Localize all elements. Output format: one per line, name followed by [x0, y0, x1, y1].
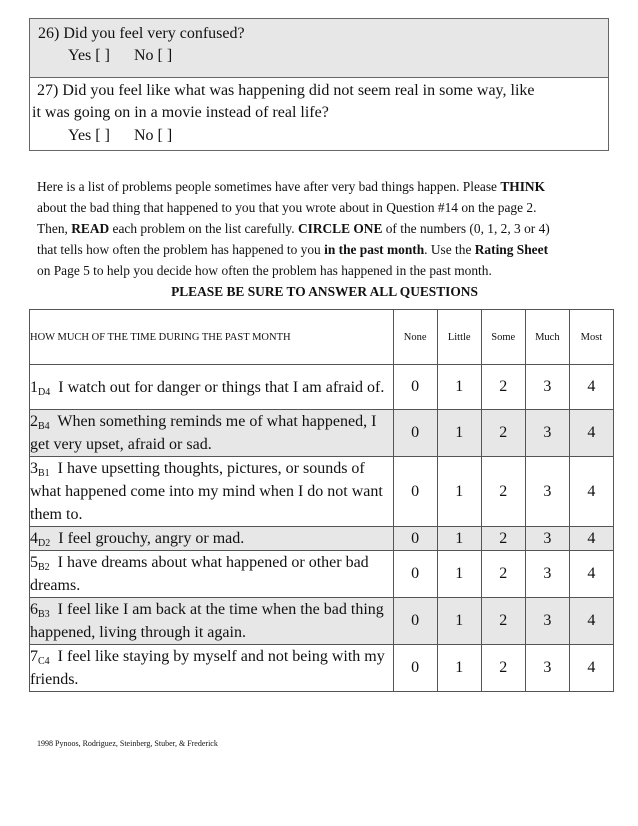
question-26-yes[interactable]: Yes [ ]	[68, 47, 110, 64]
instructions-line-2: about the bad thing that happened to you that you wrote about in Question #14 on the page 2.	[37, 200, 537, 215]
rating-option[interactable]: 2	[481, 365, 525, 410]
item-number: 3	[30, 460, 38, 477]
rating-option[interactable]: 4	[569, 457, 613, 527]
item-number: 2	[30, 413, 38, 430]
table-row	[30, 551, 614, 598]
rating-option[interactable]: 4	[569, 410, 613, 457]
item-number: 5	[30, 554, 38, 571]
item-code: D2	[38, 538, 51, 549]
item-text	[30, 598, 394, 645]
table-row	[30, 645, 614, 692]
table-row	[30, 598, 614, 645]
rating-option[interactable]: 3	[525, 365, 569, 410]
rating-option[interactable]: 0	[393, 457, 437, 527]
item-text	[30, 457, 394, 527]
question-26-answers	[68, 45, 172, 67]
item-statement: When something reminds me of what happened, I get very upset, afraid or sad.	[30, 413, 381, 453]
table-row	[30, 457, 614, 527]
header-some: Some	[481, 310, 525, 365]
item-number: 6	[30, 601, 38, 618]
rating-option[interactable]: 4	[569, 551, 613, 598]
question-27-box	[29, 77, 609, 151]
rating-option[interactable]: 1	[437, 598, 481, 645]
item-statement: I feel like I am back at the time when the bad thing happened, living through it again.	[30, 601, 388, 641]
question-26-box	[29, 18, 609, 78]
item-code: B1	[38, 468, 50, 479]
table-row	[30, 410, 614, 457]
question-27-line1: 27) Did you feel like what was happening did not seem real in some way, like	[37, 82, 535, 99]
item-number: 4	[30, 530, 38, 547]
question-27-no[interactable]: No [ ]	[133, 127, 173, 144]
item-statement: I feel grouchy, angry or mad.	[50, 530, 245, 547]
item-text	[30, 527, 394, 551]
question-27-answers	[68, 125, 172, 147]
rating-option[interactable]: 2	[481, 527, 525, 551]
rating-option[interactable]: 1	[437, 410, 481, 457]
rating-option[interactable]: 0	[393, 645, 437, 692]
rating-option[interactable]: 0	[393, 410, 437, 457]
item-statement: I watch out for danger or things that I am afraid of.	[50, 378, 385, 396]
rating-option[interactable]: 0	[393, 527, 437, 551]
item-text	[30, 645, 394, 692]
item-code: C4	[38, 656, 50, 667]
rating-option[interactable]: 2	[481, 410, 525, 457]
item-statement: I have upsetting thoughts, pictures, or sounds of what happened come into my mind when I do not want them to.	[30, 460, 387, 523]
item-text	[30, 410, 394, 457]
rating-table-header	[30, 310, 614, 365]
item-number: 1	[30, 378, 38, 396]
instructions-line-4: that tells how often the problem has happened to you in the past month. Use the Rating Sheet	[37, 242, 549, 257]
item-text	[30, 365, 394, 410]
instructions-line-1: Here is a list of problems people sometimes have after very bad things happen. Please THINK	[37, 179, 545, 194]
rating-option[interactable]: 1	[437, 645, 481, 692]
rating-option[interactable]: 0	[393, 365, 437, 410]
header-little: Little	[437, 310, 481, 365]
question-27-line2: it was going on in a movie instead of real life?	[32, 104, 329, 121]
item-statement: I have dreams about what happened or other bad dreams.	[30, 554, 373, 594]
rating-option[interactable]: 3	[525, 645, 569, 692]
rating-option[interactable]: 3	[525, 598, 569, 645]
rating-option[interactable]: 4	[569, 527, 613, 551]
header-none: None	[393, 310, 437, 365]
rating-option[interactable]: 2	[481, 598, 525, 645]
item-code: D4	[38, 386, 51, 398]
rating-option[interactable]: 3	[525, 457, 569, 527]
rating-option[interactable]: 1	[437, 365, 481, 410]
rating-option[interactable]: 1	[437, 457, 481, 527]
rating-option[interactable]: 0	[393, 551, 437, 598]
copyright-footer: 1998 Pynoos, Rodriguez, Steinberg, Stuber, & Frederick	[37, 739, 218, 748]
item-code: B4	[38, 421, 50, 432]
header-most: Most	[569, 310, 613, 365]
rating-option[interactable]: 0	[393, 598, 437, 645]
rating-option[interactable]: 1	[437, 551, 481, 598]
rating-option[interactable]: 4	[569, 598, 613, 645]
table-row	[30, 365, 614, 410]
rating-table	[29, 309, 614, 692]
question-26-text: 26) Did you feel very confused?	[38, 25, 245, 42]
instructions-line-3: Then, READ each problem on the list carefully. CIRCLE ONE of the numbers (0, 1, 2, 3 or 4)	[37, 221, 550, 236]
rating-option[interactable]: 4	[569, 645, 613, 692]
rating-option[interactable]: 2	[481, 551, 525, 598]
question-26-no[interactable]: No [ ]	[133, 47, 173, 64]
rating-option[interactable]: 3	[525, 527, 569, 551]
instructions	[37, 176, 617, 302]
rating-option[interactable]: 1	[437, 527, 481, 551]
item-code: B3	[38, 609, 50, 620]
item-text	[30, 551, 394, 598]
instructions-line-5: on Page 5 to help you decide how often the problem has happened in the past month.	[37, 263, 492, 278]
item-statement: I feel like staying by myself and not being with my friends.	[30, 648, 389, 688]
rating-option[interactable]: 2	[481, 457, 525, 527]
question-27-yes[interactable]: Yes [ ]	[68, 127, 110, 144]
instructions-emphasis: PLEASE BE SURE TO ANSWER ALL QUESTIONS	[171, 284, 478, 299]
rating-option[interactable]: 3	[525, 410, 569, 457]
rating-option[interactable]: 3	[525, 551, 569, 598]
rating-option[interactable]: 2	[481, 645, 525, 692]
header-much: Much	[525, 310, 569, 365]
header-question: HOW MUCH OF THE TIME DURING THE PAST MONTH	[30, 310, 394, 365]
item-number: 7	[30, 648, 38, 665]
rating-option[interactable]: 4	[569, 365, 613, 410]
table-row	[30, 527, 614, 551]
item-code: B2	[38, 562, 50, 573]
